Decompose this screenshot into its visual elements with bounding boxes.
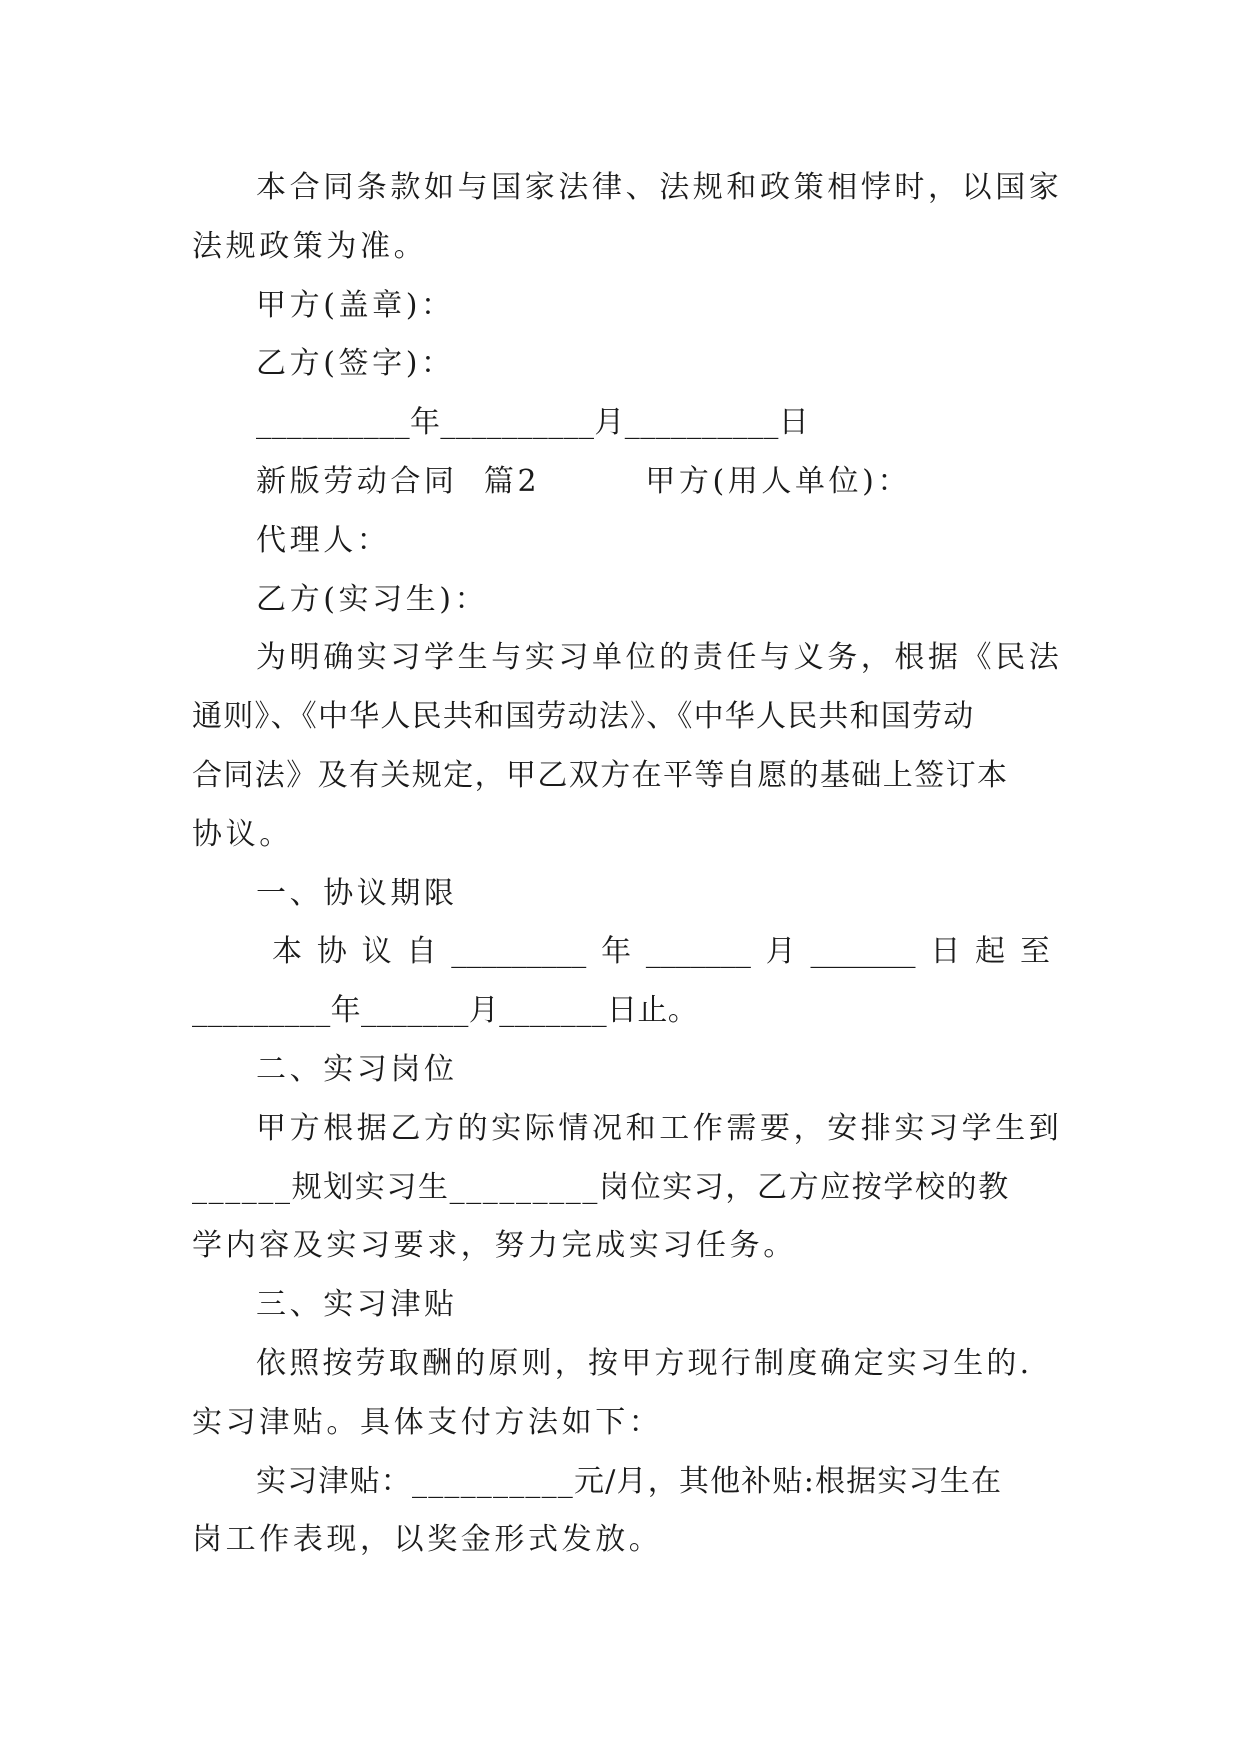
section-heading: 新版劳动合同 篇2 甲方(用人单位)： [256, 463, 912, 499]
clause-heading: 三、实习津贴 [256, 1287, 458, 1323]
party-a-seal-line: 甲方(盖章)： [256, 287, 455, 323]
paragraph-line: ______规划实习生_________岗位实习，乙方应按学校的教 [192, 1169, 1010, 1205]
paragraph-line: 依照按劳取酬的原则，按甲方现行制度确定实习生的. [256, 1345, 1033, 1381]
clause-heading: 二、实习岗位 [256, 1051, 458, 1087]
paragraph-line: 法规政策为准。 [192, 228, 428, 264]
paragraph-line: 甲方根据乙方的实际情况和工作需要，安排实习学生到 [256, 1110, 1063, 1146]
paragraph-line: 岗工作表现，以奖金形式发放。 [192, 1522, 663, 1558]
paragraph-line: 为明确实习学生与实习单位的责任与义务，根据《民法 [256, 640, 1063, 676]
clause-heading: 一、协议期限 [256, 875, 458, 911]
paragraph-line: 实习津贴。具体支付方法如下： [192, 1404, 663, 1440]
document-page [192, 159, 1063, 1570]
paragraph-line: 通则》、《中华人民共和国劳动法》、《中华人民共和国劳动 [192, 699, 975, 735]
paragraph-line: _________年_______月_______日止。 [192, 993, 699, 1029]
party-b-signature-line: 乙方(签字)： [256, 346, 455, 382]
paragraph-line: 学内容及实习要求，努力完成实习任务。 [192, 1228, 797, 1264]
paragraph-line: 合同法》及有关规定，甲乙双方在平等自愿的基础上签订本 [192, 757, 1009, 793]
date-line: __________年__________月__________日 [256, 405, 810, 441]
party-b-intern-line: 乙方(实习生)： [256, 581, 489, 617]
paragraph-line: 本合同条款如与国家法律、法规和政策相悖时，以国家 [256, 170, 1063, 205]
agent-line: 代理人： [256, 522, 391, 558]
term-period-line: 本 协 议 自 _________ 年 _______ 月 _______ 日 起 至 [272, 934, 1050, 970]
paragraph-line: 协议。 [192, 816, 293, 852]
paragraph-line: 实习津贴：__________元/月，其他补贴:根据实习生在 [256, 1463, 1003, 1499]
